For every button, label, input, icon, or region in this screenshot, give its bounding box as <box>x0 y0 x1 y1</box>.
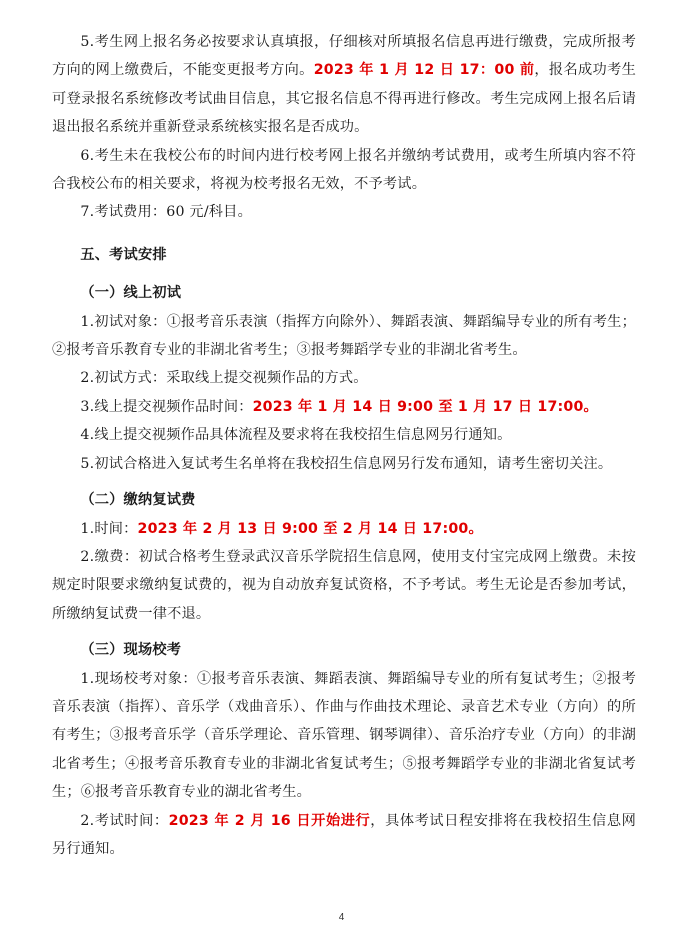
online-item-5: 5.初试合格进入复试考生名单将在我校招生信息网另行发布通知，请考生密切关注。 <box>80 455 613 472</box>
text: 1.时间： <box>80 520 138 537</box>
text: 2.考试时间： <box>80 812 169 829</box>
fee-item-2: 2.缴费：初试合格考生登录武汉音乐学院招生信息网，使用支付宝完成网上缴费。未按规定时限要求缴纳复试费的，视为自动放弃复试资格，不予考试。考生无论是否参加考试，所缴纳复试费一律不退。 <box>52 548 636 622</box>
fee-item-1 <box>52 515 636 543</box>
online-item-2: 2.初试方式：采取线上提交视频作品的方式。 <box>80 370 368 387</box>
paragraph-exam-fee: 7.考试费用：60 元/科目。 <box>80 204 252 221</box>
highlight-deadline: 2023 年 1 月 12 日 17：00 前 <box>313 62 535 79</box>
highlight-fee-time: 2023 年 2 月 13 日 9:00 至 2 月 14 日 17:00。 <box>137 520 483 537</box>
subheading-online-preliminary: （一）线上初试 <box>80 285 182 302</box>
paragraph-registration-note-5 <box>52 28 636 142</box>
subheading-onsite-exam: （三）现场校考 <box>80 642 182 659</box>
document-body <box>52 28 636 863</box>
online-item-1: 1.初试对象：①报考音乐表演（指挥方向除外）、舞蹈表演、舞蹈编导专业的所有考生；②报考音乐教育专业的非湖北省考生；③报考舞蹈学专业的非湖北省考生。 <box>52 313 636 359</box>
paragraph-registration-note-6: 6.考生未在我校公布的时间内进行校考网上报名并缴纳考试费用，或考生所填内容不符合我校公布的相关要求，将视为校考报名无效，不予考试。 <box>52 147 636 193</box>
text: 3.线上提交视频作品时间： <box>80 398 253 415</box>
onsite-item-2 <box>52 807 636 864</box>
text: ，报名成功考生可登录报名系统修改考试曲目信息，其它报名信息不得再进行修改。考生完成网上报名后请退出报名系统并重新登录系统核实报名是否成功。 <box>52 62 636 136</box>
page-number: 4 <box>338 912 345 923</box>
subheading-retest-fee: （二）缴纳复试费 <box>80 492 196 509</box>
onsite-item-1: 1.现场校考对象：①报考音乐表演、舞蹈表演、舞蹈编导专业的所有复试考生；②报考音乐表演（指挥）、音乐学（戏曲音乐）、作曲与作曲技术理论、录音艺术专业（方向）的所有考生；③报考音乐学（音乐学理论、音乐管理、钢琴调律）、音乐治疗专业（方向）的非湖北省考生；④报考音乐教育专业的非湖北省复试考生；⑤报考舞蹈学专业的非湖北省复试考生；⑥报考音乐教育专业的湖北省考生。 <box>52 670 636 801</box>
online-item-3 <box>52 393 636 421</box>
section-heading-exam-arrangement: 五、考试安排 <box>80 246 167 263</box>
text: 5.考生网上报名务必按要求认真填报，仔细核对所填报名信息再进行缴费，完成所报考方向的网上缴费后，不能变更报考方向。 <box>52 34 636 79</box>
highlight-exam-start: 2023 年 2 月 16 日开始进行 <box>168 812 371 829</box>
highlight-submission-time: 2023 年 1 月 14 日 9:00 至 1 月 17 日 17:00。 <box>252 398 598 415</box>
online-item-4: 4.线上提交视频作品具体流程及要求将在我校招生信息网另行通知。 <box>80 427 512 444</box>
text: ，具体考试日程安排将在我校招生信息网另行通知。 <box>52 812 636 857</box>
